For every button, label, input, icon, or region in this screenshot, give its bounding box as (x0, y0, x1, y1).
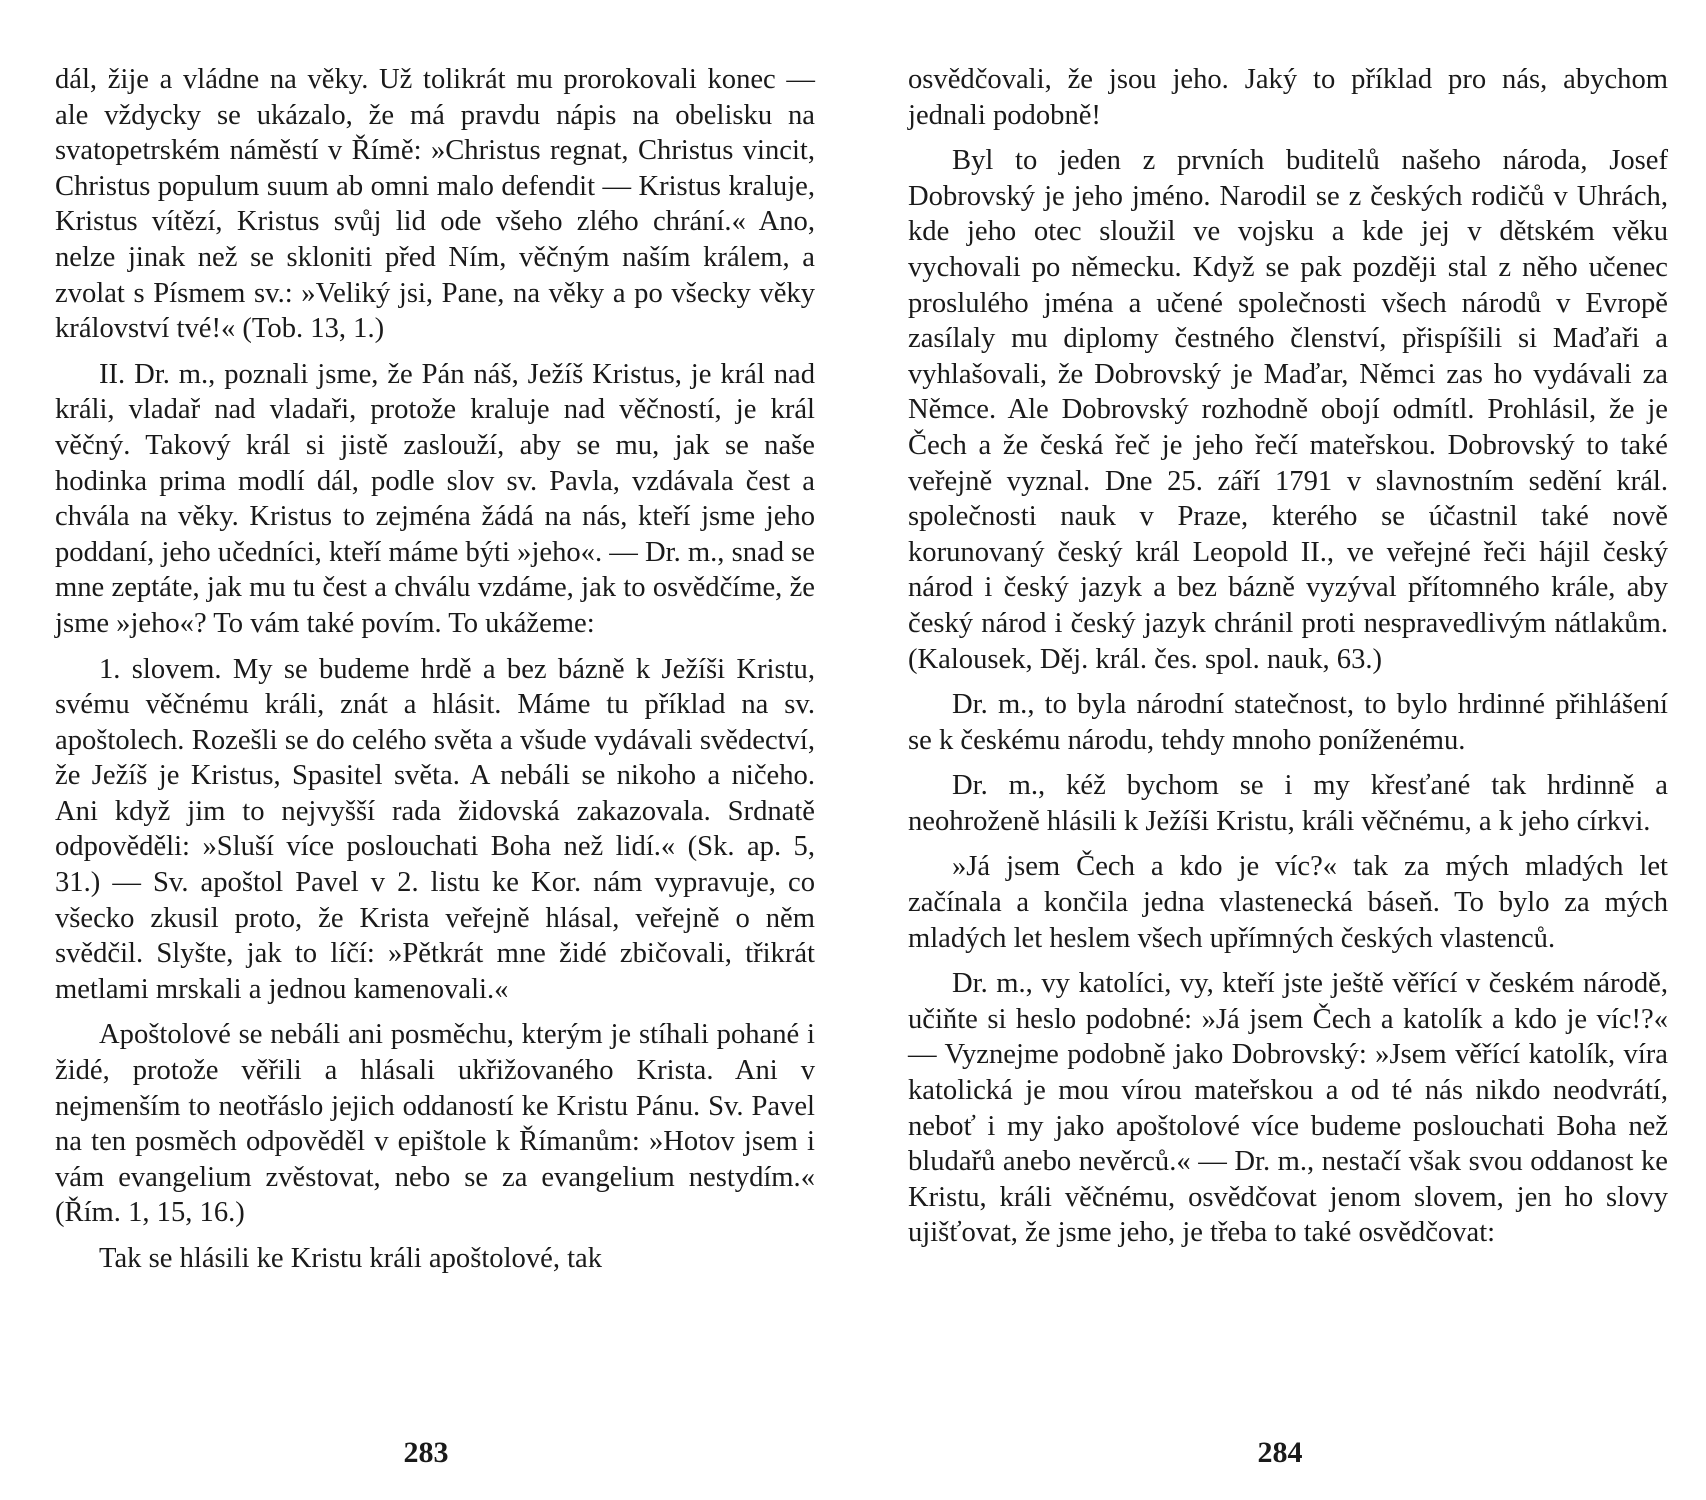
paragraph: 1. slovem. My se budeme hrdě a bez bázně k Ježíši Kristu, svému věčnému králi, znát a hlásit. Máme tu příklad na sv. apoštolech. Rozešli se do celého světa a všude vydávali svědectví, že Ježíš je Kristus, Spasitel světa. A nebáli se nikoho a ničeho. Ani když jim to nejvyšší rada židovská zakazovala. Srdnatě odpověděli: »Sluší více poslouchati Boha než lidí.« (Sk. ap. 5, 31.) — Sv. apoštol Pavel v 2. listu ke Kor. nám vypravuje, co všecko zkusil proto, že Krista veřejně hlásal, veřejně o něm svědčil. Slyšte, jak to líčí: »Pětkrát mne židé zbičovali, třikrát metlami mrskali a jednou kamenovali.« (55, 653, 815, 1005)
paragraph: Dr. m., to byla národní statečnost, to bylo hrdinné přihlášení se k českému národu, tehdy mnoho poníženému. (908, 689, 1668, 756)
left-page (55, 62, 815, 1287)
paragraph: osvědčovali, že jsou jeho. Jaký to příklad pro nás, abychom jednali podobně! (908, 64, 1668, 131)
page-number-left: 283 (403, 1436, 449, 1469)
paragraph: Dr. m., vy katolíci, vy, kteří jste ještě věřící v českém národě, učiňte si heslo podobné: »Já jsem Čech a katolík a kdo je víc!?« — Vyznejme podobně jako Dobrovský: »Jsem věřící katolík, víra katolická je mou vírou mateřskou a od té nás nikdo neodvrátí, neboť i my jako apoštolové více budeme poslouchati Boha než bludařů anebo nevěrců.« — Dr. m., nestačí však svou oddanost ke Kristu, králi věčnému, osvědčovat jenom slovem, jen ho slovy ujišťovat, že jsme jeho, je třeba to také osvědčovat: (908, 968, 1668, 1249)
paragraph: Dr. m., kéž bychom se i my křesťané tak hrdinně a neohroženě hlásili k Ježíši Kristu, králi věčnému, a k jeho církvi. (908, 770, 1668, 837)
right-page (908, 62, 1668, 1261)
paragraph: Tak se hlásili ke Kristu králi apoštolové, tak (99, 1243, 603, 1274)
paragraph: Byl to jeden z prvních buditelů našeho národa, Josef Dobrovský je jeho jméno. Narodil se z českých rodičů v Uhrách, kde jeho otec sloužil ve vojsku a kde jej v dětském věku vychovali po německu. Když se pak později stal z něho učenec proslulého jména a učené společnosti všech národů v Evropě zasílaly mu diplomy čestného členství, přispíšili si Maďaři a vyhlašovali, že Dobrovský je Maďar, Němci zas ho vydávali za Němce. Ale Dobrovský rozhodně obojí odmítl. Prohlásil, že je Čech a že česká řeč je jeho řečí mateřskou. Dobrovský to také veřejně vyznal. Dne 25. září 1791 v slavnostním sedění král. společnosti nauk v Praze, kterého se účastnil také nově korunovaný český král Leopold II., ve veřejné řeči hájil český národ i český jazyk a bez bázně vyzýval přítomného krále, aby český národ i český jazyk chránil proti nespravedlivým nátlakům. (Kalousek, Děj. král. čes. spol. nauk, 63.) (908, 145, 1668, 675)
paragraph: Apoštolové se nebáli ani posměchu, kterým je stíhali pohané i židé, protože věřili a hlásali ukřižovaného Krista. Ani v nejmenším to neotřáslo jejich oddaností ke Kristu Pánu. Sv. Pavel na ten posměch odpověděl v epištole k Římanům: »Hotov jsem i vám evangelium zvěstovat, nebo se za evangelium nestydím.« (Řím. 1, 15, 16.) (55, 1019, 815, 1229)
paragraph: dál, žije a vládne na věky. Už tolikrát mu prorokovali konec — ale vždycky se ukázalo, že má pravdu nápis na obelisku na svatopetrském náměstí v Římě: »Christus regnat, Christus vincit, Christus populum suum ab omni malo defendit — Kristus kraluje, Kristus vítězí, Kristus svůj lid ode všeho zlého chrání.« Ano, nelze jinak než se skloniti před Ním, věčným naším králem, a zvolat s Písmem sv.: »Veliký jsi, Pane, na věky a po všecky věky království tvé!« (Tob. 13, 1.) (55, 64, 815, 345)
page-number-right: 284 (1257, 1436, 1303, 1469)
paragraph: II. Dr. m., poznali jsme, že Pán náš, Ježíš Kristus, je král nad králi, vladař nad vladaři, protože kraluje nad věčností, je král věčný. Takový král si jistě zaslouží, aby se mu, jak se naše hodinka prima modlí dál, podle slov sv. Pavla, vzdávala čest a chvála na věky. Kristus to zejména žádá na nás, kteří jsme jeho poddaní, jeho učedníci, kteří máme býti »jeho«. — Dr. m., snad se mne zeptáte, jak mu tu čest a chválu vzdáme, jak to osvědčíme, že jsme »jeho«? To vám také povím. To ukážeme: (55, 358, 815, 639)
paragraph: »Já jsem Čech a kdo je víc?« tak za mých mladých let začínala a končila jedna vlastenecká báseň. To bylo za mých mladých let heslem všech upřímných českých vlastenců. (908, 851, 1668, 954)
